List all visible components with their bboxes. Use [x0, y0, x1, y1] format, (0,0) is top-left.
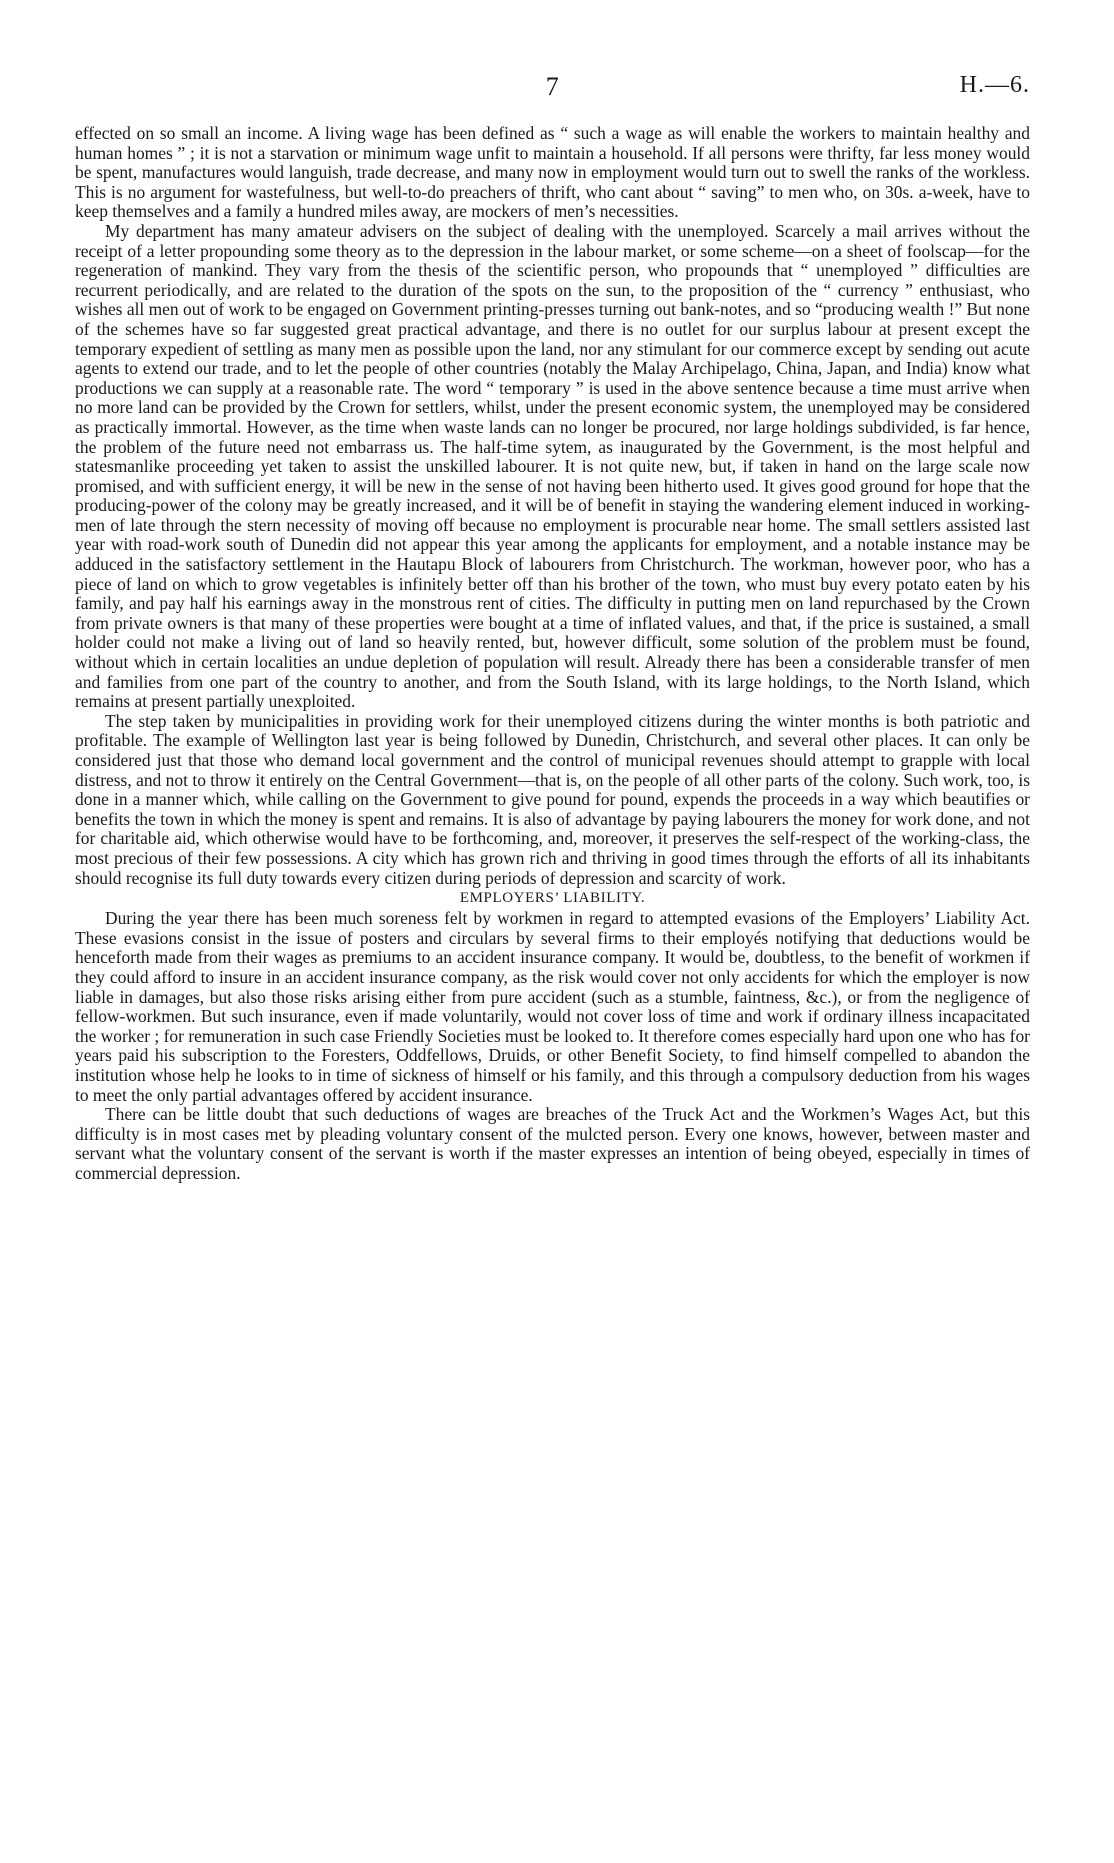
paragraph-continuation: effected on so small an income. A living wage has been defined as “ such a wage as will enable the workers to maintain healthy and human homes ” ; it is not a starvation or minimum wage unfit to maintain a household. If all persons were thrifty, far less money would be spent, manufactures would languish, trade decrease, and many now in employment would turn out to swell the ranks of the workless. This is no argument for wastefulness, but well-to-do preachers of thrift, who cant about “ saving” to men who, on 30s. a-week, have to keep themselves and a family a hundred miles away, are mockers of men’s necessities. [75, 123, 1030, 222]
document-reference: H.—6. [959, 72, 1030, 98]
body-text [75, 124, 1030, 1183]
section-heading-employers-liability: EMPLOYERS’ LIABILITY. [459, 890, 646, 907]
document-page [75, 72, 1030, 1183]
paragraph-employers-liability: During the year there has been much soreness felt by workmen in regard to attempted evasions of the Employers’ Liability Act. These evasions consist in the issue of posters and circulars by several firms to their employés notifying that deductions would be henceforth made from their wages as premiums to an accident insurance company. It would be, doubtless, to the benefit of workmen if they could afford to insure in an accident insurance company, as the risk would cover not only accidents for which the employer is now liable in damages, but also those risks arising either from pure accident (such as a stumble, faintness, &c.), or from the negligence of fellow-workmen. But such insurance, even if made voluntarily, would not cover loss of time and work if ordinary illness incapacitated the worker ; for remuneration in such case Friendly Societies must be looked to. It therefore comes especially hard upon one who has for years paid his subscription to the Foresters, Oddfellows, Druids, or other Benefit Society, to find himself compelled to abandon the institution whose help he looks to in time of sickness of himself or his family, and this through a compulsory deduction from his wages to meet the only partial advantages offered by accident insurance. [75, 908, 1030, 1105]
paragraph-municipalities: The step taken by municipalities in providing work for their unemployed citizens during the winter months is both patriotic and profitable. The example of Wellington last year is being followed by Dunedin, Christchurch, and several other places. It can only be considered just that those who demand local government and the control of municipal revenues should attempt to grapple with local distress, and not to throw it entirely on the Central Government—that is, on the people of all other parts of the colony. Such work, too, is done in a manner which, while calling on the Government to give pound for pound, expends the proceeds in a way which beautifies or benefits the town in which the money is spent and remains. It is also of advantage by paying labourers the money for work done, and not for charitable aid, which otherwise would have to be forthcoming, and, moreover, it preserves the self-respect of the working-class, the most precious of their few possessions. A city which has grown rich and thriving in good times through the efforts of all its inhabitants should recognise its full duty towards every citizen during periods of depression and scarcity of work. [75, 710, 1030, 888]
page-header [75, 72, 1030, 112]
paragraph-truck-act: There can be little doubt that such deductions of wages are breaches of the Truck Act and the Workmen’s Wages Act, but this difficulty is in most cases met by pleading voluntary consent of the mulcted person. Every one knows, however, between master and servant what the voluntary consent of the servant is worth if the master expresses an intention of being obeyed, especially in times of commercial depression. [75, 1104, 1030, 1183]
paragraph-amateur-advisers: My department has many amateur advisers on the subject of dealing with the unemployed. Scarcely a mail arrives without the receipt of a letter propounding some theory as to the depression in the labour market, or some scheme—on a sheet of foolscap—for the regeneration of mankind. They vary from the thesis of the scientific person, who propounds that “ unemployed ” difficulties are recurrent periodically, and are related to the duration of the spots on the sun, to the proposition of the “ currency ” enthusiast, who wishes all men out of work to be engaged on Government printing-presses turning out bank-notes, and so “producing wealth !” But none of the schemes have so far suggested great practical advantage, and there is no outlet for our surplus labour at present except the temporary expedient of settling as many men as possible upon the land, nor any stimulant for our commerce except by sending out acute agents to extend our trade, and to let the people of other countries (notably the Malay Archipelago, China, Japan, and India) know what productions we can supply at a reasonable rate. The word “ temporary ” is used in the above sentence because a time must arrive when no more land can be provided by the Crown for settlers, whilst, under the present economic system, the unemployed may be considered as practically immortal. However, as the time when waste lands can no longer be procured, nor large holdings subdivided, is far hence, the problem of the future need not embarrass us. The half-time sytem, as inaugurated by the Government, is the most helpful and statesmanlike proceeding yet taken to assist the unskilled labourer. It is not quite new, but, if taken in hand on the large scale now promised, and with sufficient energy, it will be new in the sense of not having been hitherto used. It gives good ground for hope that the producing-power of the colony may be greatly increased, and it will be of benefit in staying the wandering element induced in working-men of late through the stern necessity of moving off because no employment is procurable near home. The small settlers assisted last year with road-work south of Dunedin did not appear this year among the applicants for employment, and a notable instance may be adduced in the satisfactory settlement in the Hautapu Block of labourers from Christchurch. The workman, however poor, who has a piece of land on which to grow vegetables is infinitely better off than his brother of the town, who must buy every potato eaten by his family, and pay half his earnings away in the monstrous rent of cities. The difficulty in putting men on land repurchased by the Crown from private owners is that many of these properties were bought at a time of inflated values, and that, if the price is sustained, a small holder could not make a living out of land so heavily rented, but, however difficult, some solution of the problem must be found, without which in certain localities an undue depletion of population will result. Already there has been a considerable transfer of men and families from one part of the country to another, and from the South Island, with its large holdings, to the North Island, which remains at present partially unexploited. [75, 220, 1030, 712]
page-number: 7 [545, 72, 560, 101]
